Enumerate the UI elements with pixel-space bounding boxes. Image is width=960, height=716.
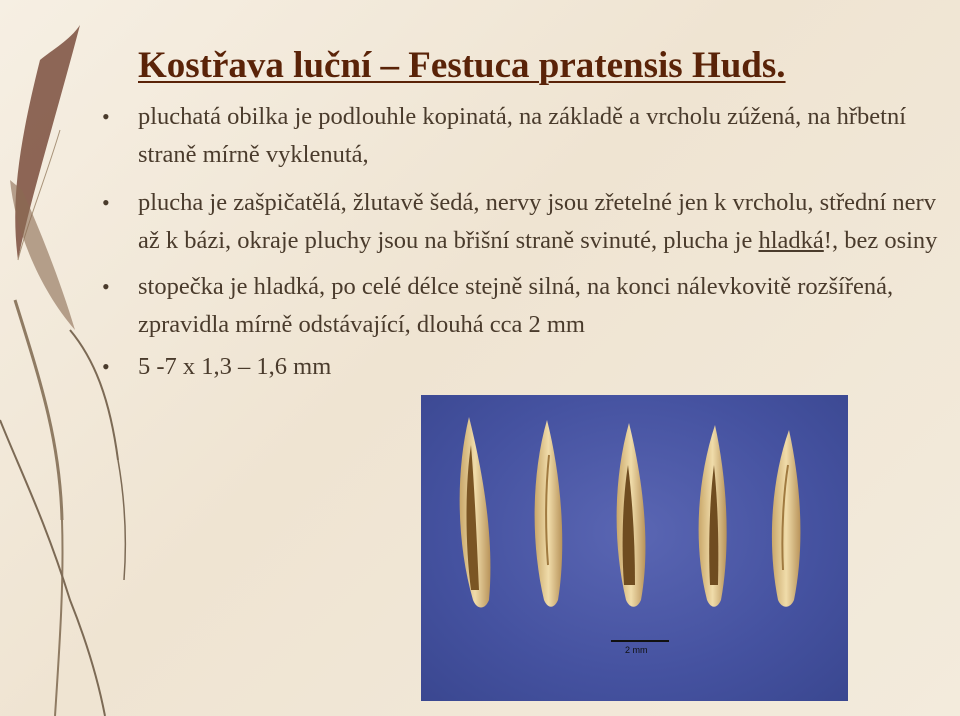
bullet-dot-icon: • xyxy=(102,274,110,299)
bullet-list xyxy=(102,98,948,386)
bullet-item xyxy=(102,98,948,174)
bullet-dot-icon: • xyxy=(102,354,110,379)
seed-icon xyxy=(460,417,491,608)
seeds-illustration-icon xyxy=(421,395,848,701)
bullet-text-end: !, bez osiny xyxy=(823,227,938,254)
scale-bar-label: 2 mm xyxy=(625,645,648,655)
seed-icon xyxy=(617,423,646,607)
bullet-text: stopečka je hladká, po celé délce stejně silná, na konci nálevkovitě rozšířená, zpravidla mírně odstávající, dlouhá cca 2 mm xyxy=(138,273,894,338)
dried-grass-decoration-icon xyxy=(0,0,140,716)
bullet-text: pluchatá obilka je podlouhle kopinatá, na základě a vrcholu zúžená, na hřbetní straně mírně vyklenutá, xyxy=(138,103,907,168)
bullet-item xyxy=(102,348,948,386)
bullet-text: 5 -7 x 1,3 – 1,6 mm xyxy=(138,353,332,380)
slide-title: Kostřava luční – Festuca pratensis Huds. xyxy=(138,45,786,86)
bullet-item xyxy=(102,184,948,260)
seed-icon xyxy=(535,420,563,607)
underlined-word: hladká xyxy=(758,227,824,254)
bullet-dot-icon: • xyxy=(102,104,110,129)
bullet-item xyxy=(102,268,948,344)
bullet-dot-icon: • xyxy=(102,190,110,215)
scale-bar xyxy=(611,640,669,642)
seed-icon xyxy=(699,425,727,607)
bullet-text: plucha je zašpičatělá, žlutavě šedá, nervy jsou zřetelné jen k vrcholu, střední nerv až k bázi, okraje pluchy jsou na břišní straně svinuté, plucha je xyxy=(138,189,936,254)
seed-photo xyxy=(421,395,848,701)
seed-icon xyxy=(772,430,801,607)
